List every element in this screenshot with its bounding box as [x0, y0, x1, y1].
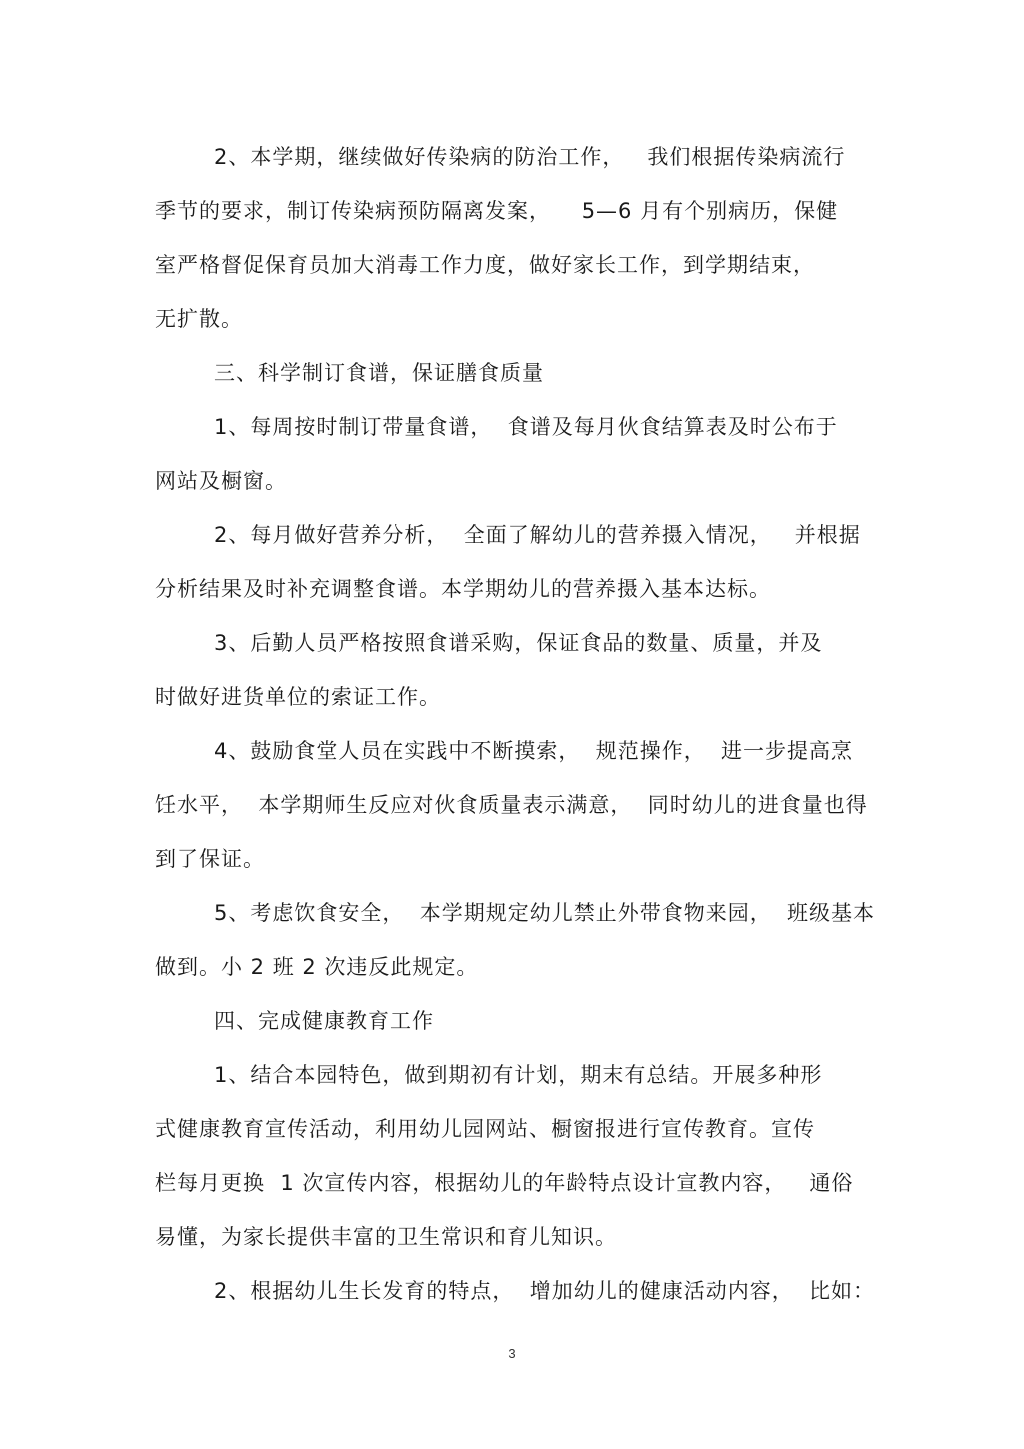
- text-line: 无扩散。: [155, 307, 243, 331]
- text-line: 式健康教育宣传活动，利用幼儿园网站、橱窗报进行宣传教育。宣传: [155, 1117, 815, 1141]
- text-line: 2、根据幼儿生长发育的特点， 增加幼儿的健康活动内容， 比如：: [214, 1279, 876, 1303]
- page-number: 3: [508, 1346, 516, 1361]
- text-line: 时做好进货单位的索证工作。: [155, 685, 441, 709]
- text-line: 饪水平， 本学期师生反应对伙食质量表示满意， 同时幼儿的进食量也得: [155, 793, 868, 817]
- text-line: 4、鼓励食堂人员在实践中不断摸索， 规范操作， 进一步提高烹: [214, 739, 854, 763]
- section-heading: 四、完成健康教育工作: [214, 1009, 434, 1033]
- text-line: 3、后勤人员严格按照食谱采购，保证食品的数量、质量，并及: [214, 631, 823, 655]
- text-line: 分析结果及时补充调整食谱。本学期幼儿的营养摄入基本达标。: [155, 577, 771, 601]
- text-line: 栏每月更换 1 次宣传内容，根据幼儿的年龄特点设计宣教内容， 通俗: [155, 1171, 854, 1195]
- text-line: 2、每月做好营养分析， 全面了解幼儿的营养摄入情况， 并根据: [214, 523, 861, 547]
- text-line: 室严格督促保育员加大消毒工作力度，做好家长工作，到学期结束，: [155, 253, 815, 277]
- text-line: 1、结合本园特色，做到期初有计划，期末有总结。开展多种形: [214, 1063, 823, 1087]
- text-line: 1、每周按时制订带量食谱， 食谱及每月伙食结算表及时公布于: [214, 415, 838, 439]
- text-line: 易懂，为家长提供丰富的卫生常识和育儿知识。: [155, 1225, 617, 1249]
- section-heading: 三、科学制订食谱，保证膳食质量: [214, 361, 544, 385]
- text-line: 做到。小 2 班 2 次违反此规定。: [155, 955, 479, 979]
- text-line: 2、本学期，继续做好传染病的防治工作， 我们根据传染病流行: [214, 145, 846, 169]
- text-line: 到了保证。: [155, 847, 265, 871]
- text-line: 季节的要求，制订传染病预防隔离发案， 5—6 月有个别病历，保健: [155, 199, 839, 223]
- text-line: 网站及橱窗。: [155, 469, 287, 493]
- text-line: 5、考虑饮食安全， 本学期规定幼儿禁止外带食物来园， 班级基本: [214, 901, 876, 925]
